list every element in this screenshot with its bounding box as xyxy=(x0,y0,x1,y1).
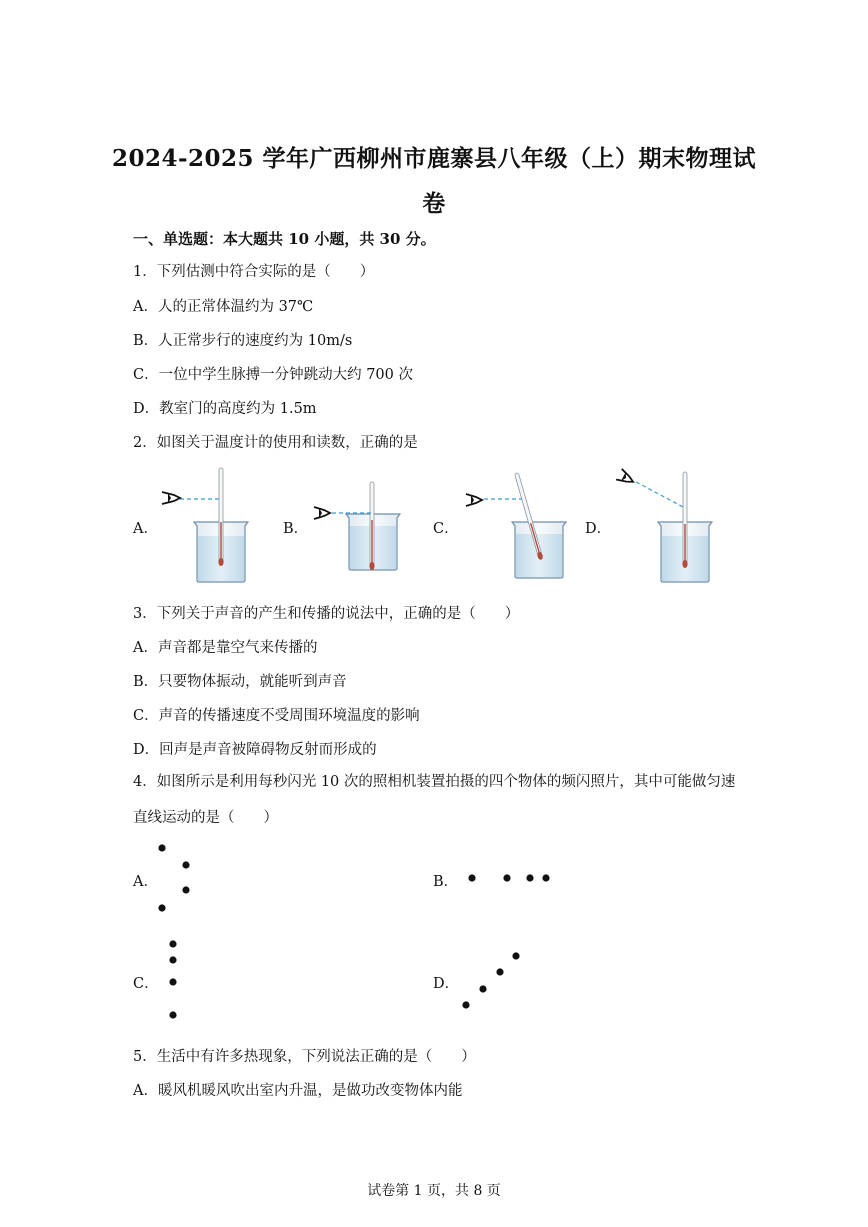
dot-icon xyxy=(496,968,503,975)
dot-icon xyxy=(462,1001,469,1008)
q5-stem: 5．生活中有许多热现象，下列说法正确的是（ ） xyxy=(133,1049,476,1065)
dot-icon xyxy=(182,861,189,868)
q4-strobe-photos xyxy=(140,835,580,1025)
q3-option-b: B．只要物体振动，就能听到声音 xyxy=(133,674,347,690)
q3-stem: 3．下列关于声音的产生和传播的说法中，正确的是（ ） xyxy=(133,606,520,622)
dot-icon xyxy=(526,874,533,881)
dot-icon xyxy=(512,952,519,959)
dot-icon xyxy=(169,1011,176,1018)
q1-stem: 1．下列估测中符合实际的是（ ） xyxy=(133,264,375,280)
q2-label-d: D． xyxy=(585,521,612,537)
q4-label-a: A． xyxy=(133,874,158,890)
q1-option-c: C．一位中学生脉搏一分钟跳动大约 700 次 xyxy=(133,367,413,383)
q2-label-c: C． xyxy=(433,521,459,537)
figure-c xyxy=(466,472,566,578)
q1-option-d: D．教室门的高度约为 1.5m xyxy=(133,401,317,417)
q3-option-c: C．声音的传播速度不受周围环境温度的影响 xyxy=(133,708,420,724)
eye-icon xyxy=(616,469,636,487)
q2-stem: 2．如图关于温度计的使用和读数，正确的是 xyxy=(133,435,418,451)
dot-icon xyxy=(468,874,475,881)
figure-d xyxy=(616,469,712,582)
dot-icon xyxy=(479,985,486,992)
q2-label-b: B． xyxy=(283,521,309,537)
thermometer-icon xyxy=(682,472,687,568)
q4-label-c: C． xyxy=(133,976,159,992)
dot-icon xyxy=(503,874,510,881)
figure-a xyxy=(162,468,248,582)
dot-icon xyxy=(158,844,165,851)
dot-icon xyxy=(169,956,176,963)
q1-option-b: B．人正常步行的速度约为 10m/s xyxy=(133,333,353,349)
q4-label-d: D． xyxy=(433,976,460,992)
photo-a xyxy=(158,844,189,911)
photo-d xyxy=(462,952,519,1008)
photo-b xyxy=(468,874,549,881)
q5-option-a: A．暖风机暖风吹出室内升温，是做功改变物体内能 xyxy=(133,1083,463,1099)
thermometer-icon xyxy=(369,482,374,570)
dot-icon xyxy=(542,874,549,881)
q3-option-d: D．回声是声音被障碍物反射而形成的 xyxy=(133,742,377,758)
exam-title-line1: 2024-2025 学年广西柳州市鹿寨县八年级（上）期末物理试 xyxy=(111,145,757,172)
eye-icon xyxy=(314,507,330,519)
thermometer-icon xyxy=(218,468,223,566)
page-footer: 试卷第 1 页，共 8 页 xyxy=(367,1183,501,1199)
q3-option-a: A．声音都是靠空气来传播的 xyxy=(133,640,318,656)
eye-icon xyxy=(466,494,482,506)
q2-thermometer-figures xyxy=(150,462,730,592)
q2-label-a: A． xyxy=(133,521,158,537)
q4-label-b: B． xyxy=(433,874,459,890)
photo-c xyxy=(169,940,176,1018)
dot-icon xyxy=(169,940,176,947)
section-heading: 一、单选题：本大题共 10 小题，共 30 分。 xyxy=(133,230,436,248)
dot-icon xyxy=(169,978,176,985)
eye-icon xyxy=(162,492,180,504)
dot-icon xyxy=(158,904,165,911)
exam-title-line2: 卷 xyxy=(422,190,446,217)
figure-b xyxy=(314,482,400,570)
dot-icon xyxy=(182,886,189,893)
q4-stem: 4．如图所示是利用每秒闪光 10 次的照相机装置拍摄的四个物体的频闪照片，其中可能做匀速直线运动的是（ ） xyxy=(133,774,736,826)
q1-option-a: A．人的正常体温约为 37℃ xyxy=(133,299,314,315)
